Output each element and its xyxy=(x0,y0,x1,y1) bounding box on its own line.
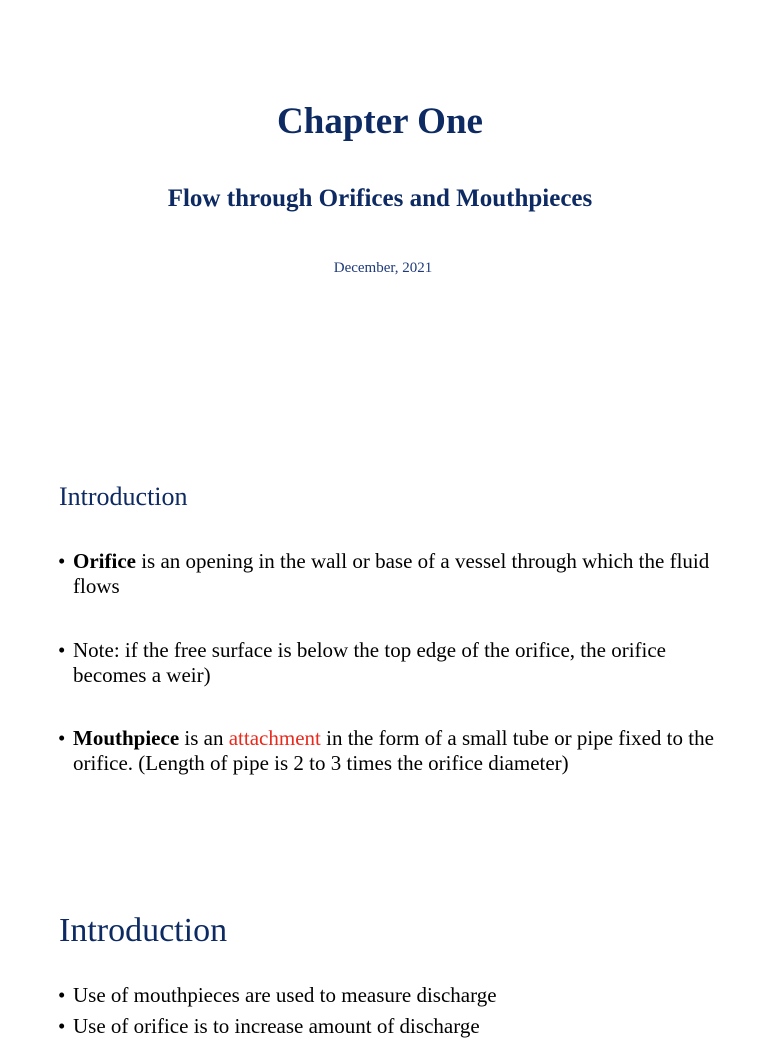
title-slide xyxy=(0,0,768,440)
list-item xyxy=(58,983,718,1008)
highlight-attachment: attachment xyxy=(228,726,321,750)
chapter-subtitle: Flow through Orifices and Mouthpieces xyxy=(167,185,593,212)
bullet-text: Use of mouthpieces are used to measure discharge xyxy=(73,983,497,1007)
bullet-icon: • xyxy=(58,983,66,1007)
section-heading: Introduction xyxy=(59,482,188,511)
bullet-icon: • xyxy=(58,726,66,750)
introduction-slide xyxy=(0,440,768,870)
list-item xyxy=(58,638,733,688)
chapter-date: December, 2021 xyxy=(333,260,433,276)
section-heading: Introduction xyxy=(59,912,228,949)
introduction-slide-2 xyxy=(0,870,768,1038)
list-item xyxy=(58,549,733,599)
bullet-list xyxy=(58,983,718,1045)
bullet-text: is an xyxy=(179,726,229,750)
bullet-list xyxy=(58,549,718,789)
bullet-icon: • xyxy=(58,549,66,573)
term-orifice: Orifice xyxy=(73,549,136,573)
bullet-text: Note: if the free surface is below the top edge of the orifice, the orifice becomes a weir) xyxy=(73,638,666,687)
bullet-icon: • xyxy=(58,638,66,662)
bullet-text: is an opening in the wall or base of a vessel through which the fluid flows xyxy=(73,549,710,598)
term-mouthpiece: Mouthpiece xyxy=(73,726,180,750)
bullet-text: Use of orifice is to increase amount of discharge xyxy=(73,1014,480,1038)
list-item xyxy=(58,1014,718,1039)
chapter-title: Chapter One xyxy=(277,101,483,142)
bullet-text: in the form of a small tube or pipe fixed to the orifice. (Length of pipe is 2 to 3 times the orifice diameter) xyxy=(73,726,714,775)
list-item xyxy=(58,726,733,776)
bullet-icon: • xyxy=(58,1014,66,1038)
